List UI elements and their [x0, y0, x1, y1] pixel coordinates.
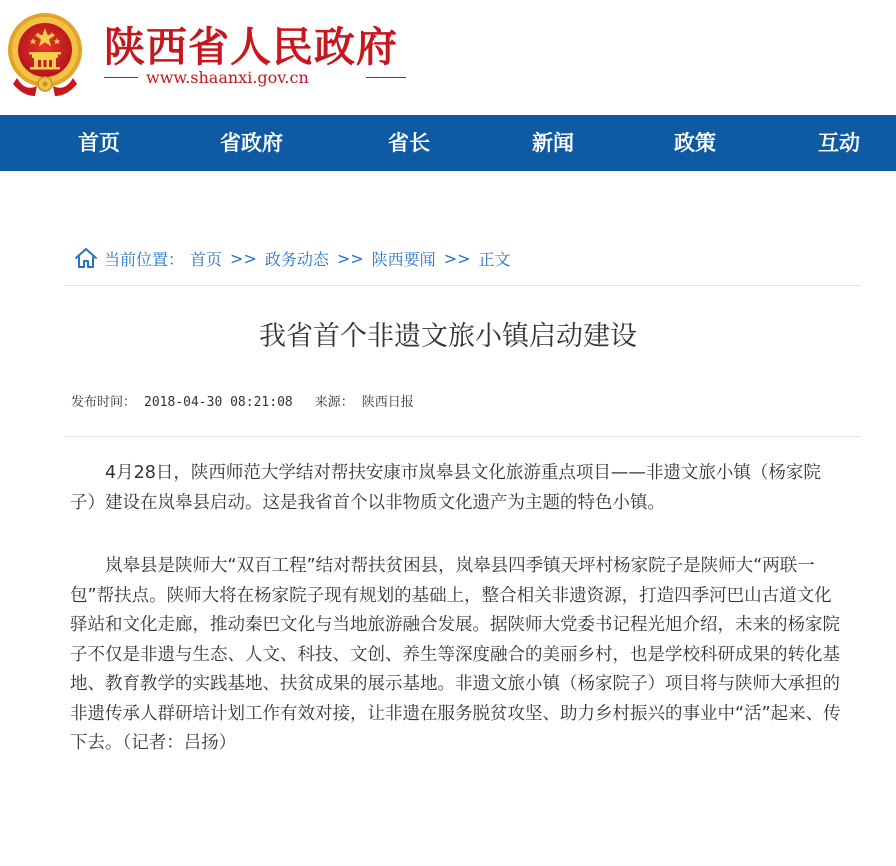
breadcrumb-divider: [64, 285, 861, 286]
site-url[interactable]: www.shaanxi.gov.cn: [146, 68, 309, 87]
breadcrumb-home[interactable]: 首页: [190, 249, 223, 269]
nav-item-home[interactable]: 首页: [78, 131, 120, 155]
article-paragraph: 4月28日，陕西师范大学结对帮扶安康市岚皋县文化旅游重点项目——非遗文旅小镇（杨家院子）建设在岚皋县启动。这是我省首个以非物质文化遗产为主题的特色小镇。: [70, 463, 821, 513]
breadcrumb-article[interactable]: 正文: [478, 249, 511, 269]
meta-divider: [64, 436, 861, 437]
breadcrumb-shaanxi-news[interactable]: 陕西要闻: [371, 249, 436, 269]
article-meta: [71, 391, 414, 410]
url-divider-left: [104, 77, 138, 78]
breadcrumb-gov-news[interactable]: 政务动态: [264, 249, 329, 269]
article-title: 我省首个非遗文旅小镇启动建设: [259, 321, 637, 352]
breadcrumb-separator: >>: [336, 248, 364, 268]
publish-time: 2018-04-30 08:21:08: [144, 395, 293, 410]
source-name: 陕西日报: [361, 395, 414, 410]
article-paragraph: 岚皋县是陕师大“双百工程”结对帮扶贫困县，岚皋县四季镇天坪村杨家院子是陕师大“两联一包”帮扶点。陕师大将在杨家院子现有规划的基础上，整合相关非遗资源，打造四季河巴山古道文化驿站和文化走廊，推动秦巴文化与当地旅游融合发展。据陕师大党委书记程光旭介绍，未来的杨家院子不仅是非遗与生态、人文、科技、文创、养生等深度融合的美丽乡村，也是学校科研成果的转化基地、教育教学的实践基地、扶贫成果的展示基地。非遗文旅小镇（杨家院子）项目将与陕师大承担的非遗传承人群研培计划工作有效对接，让非遗在服务脱贫攻坚、助力乡村振兴的事业中“活”起来、传下去。（记者：吕扬）: [70, 556, 841, 753]
nav-item-news[interactable]: 新闻: [532, 131, 574, 155]
nav-item-governor[interactable]: 省长: [388, 131, 430, 155]
main-nav: [0, 115, 896, 171]
breadcrumb-separator: >>: [230, 248, 257, 268]
site-url-row: [104, 68, 406, 88]
nav-item-policy[interactable]: 政策: [674, 131, 716, 155]
home-icon: [74, 247, 98, 269]
breadcrumb: [74, 244, 511, 272]
nav-item-government[interactable]: 省政府: [220, 131, 283, 155]
url-divider-right: [366, 77, 406, 78]
national-emblem-icon[interactable]: [5, 8, 85, 100]
breadcrumb-label: 当前位置：: [104, 249, 185, 269]
publish-time-label: 发布时间：: [71, 395, 137, 410]
site-header: [0, 0, 896, 115]
nav-item-interaction[interactable]: 互动: [818, 131, 860, 155]
breadcrumb-separator: >>: [443, 248, 471, 268]
site-title[interactable]: 陕西省人民政府: [104, 23, 398, 71]
source-label: 来源：: [314, 395, 354, 410]
